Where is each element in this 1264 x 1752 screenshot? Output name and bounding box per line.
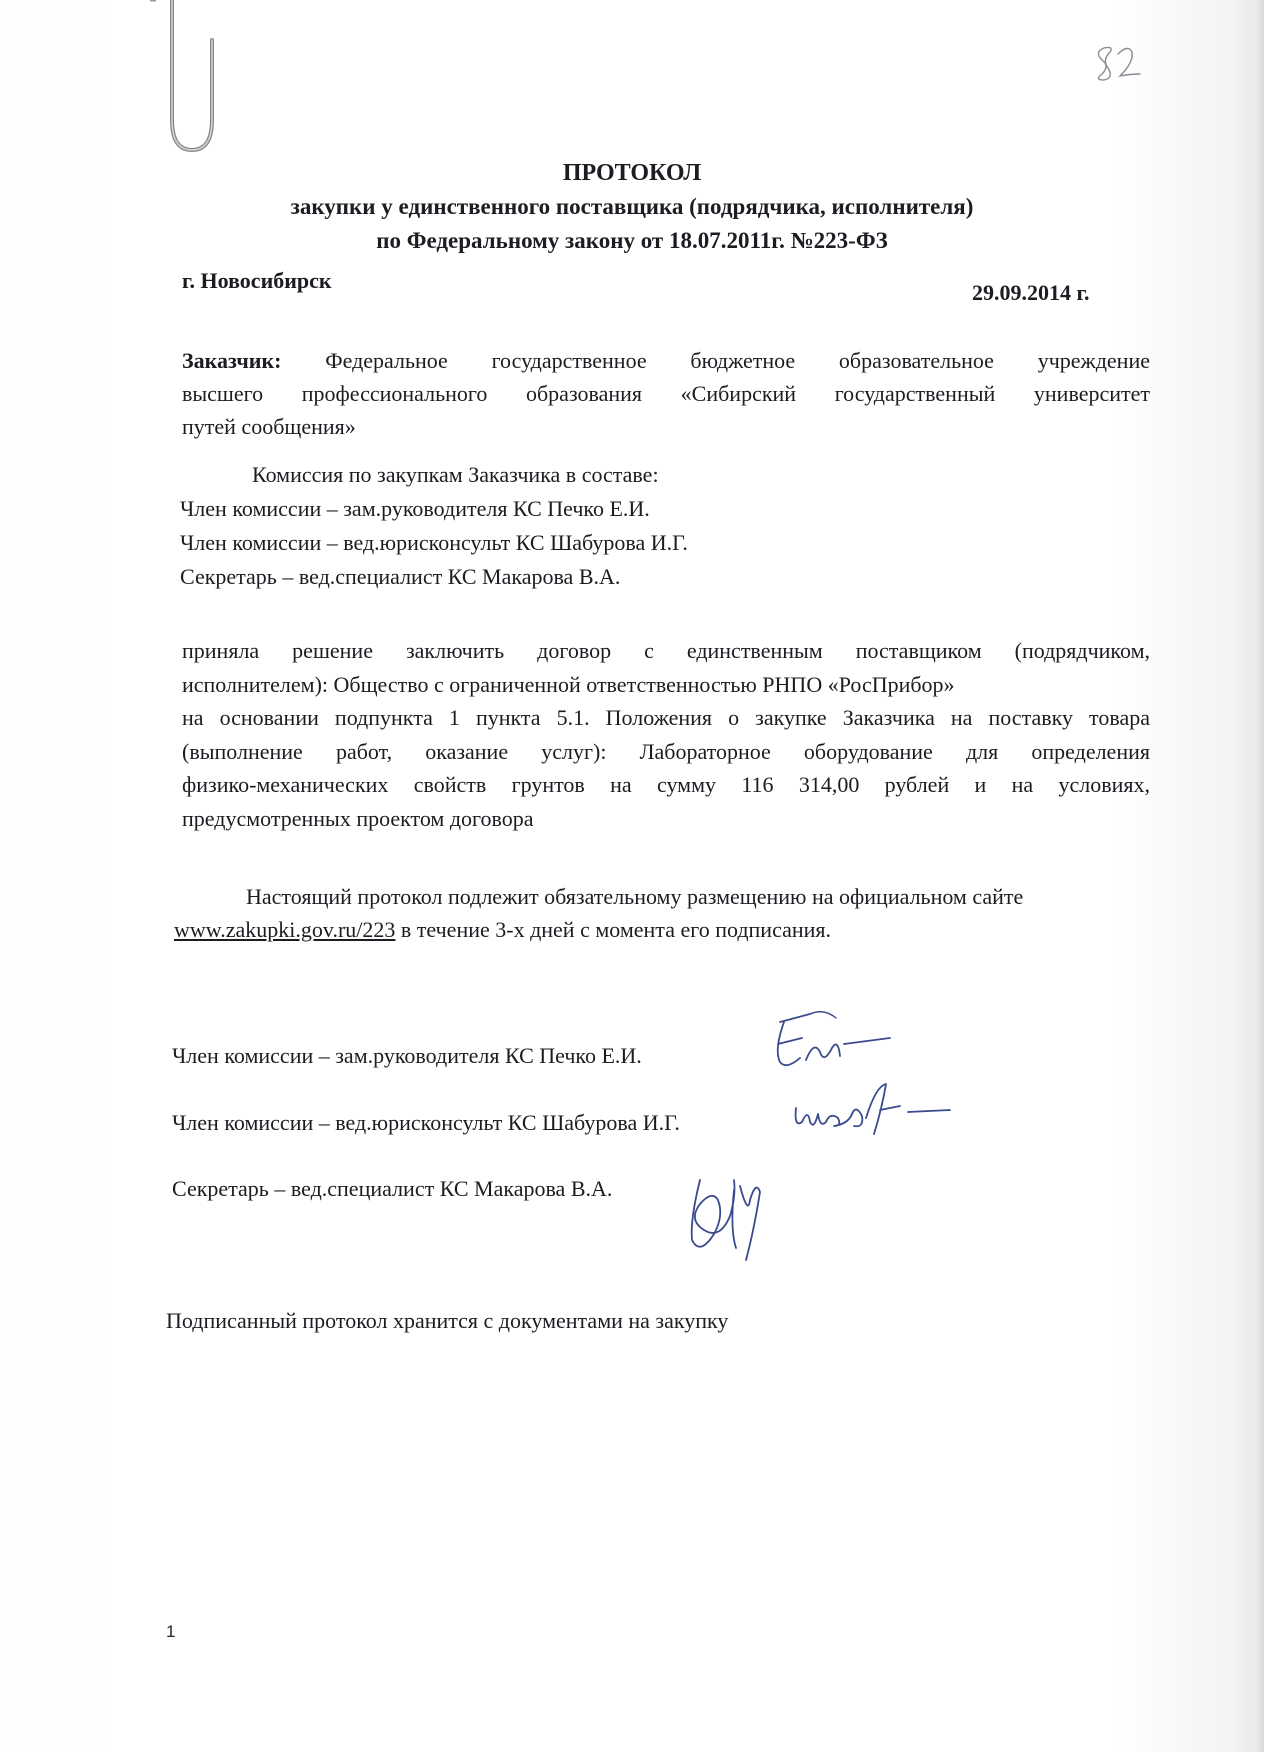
publication-line-2	[174, 913, 1146, 946]
handwritten-sheet-number	[1090, 38, 1150, 88]
city: г. Новосибирск	[182, 268, 332, 293]
commission-member-1: Член комиссии – зам.руководителя КС Печко Е.И.	[180, 496, 650, 521]
signature-makarova	[670, 1160, 800, 1270]
decision-line-2: исполнителем): Общество с ограниченной ответственностью РНПО «РосПрибор»	[182, 671, 955, 697]
publication-line-1: Настоящий протокол подлежит обязательному размещению на официальном сайте	[246, 884, 1024, 909]
customer-paragraph	[182, 344, 1150, 443]
commission-secretary: Секретарь – вед.специалист КС Макарова В.А.	[180, 564, 621, 589]
customer-line-1	[182, 344, 1150, 377]
signature-row-3: Секретарь – вед.специалист КС Макарова В.А.	[172, 1176, 613, 1201]
customer-line-1-text: Федеральное государственное бюджетное образовательное учреждение	[325, 348, 1150, 373]
signature-pechko	[740, 1000, 920, 1090]
decision-paragraph	[182, 634, 1150, 835]
paperclip-icon	[150, 0, 240, 160]
document-subtitle-2: по Федеральному закону от 18.07.2011г. №223-ФЗ	[376, 228, 888, 253]
customer-line-3: путей сообщения»	[182, 414, 356, 439]
commission-intro: Комиссия по закупкам Заказчика в составе:	[252, 462, 659, 487]
customer-label: Заказчик:	[182, 348, 282, 373]
decision-line-6: предусмотренных проектом договора	[182, 805, 534, 831]
zakupki-link[interactable]: www.zakupki.gov.ru/223	[174, 917, 396, 942]
decision-line-4: (выполнение работ, оказание услуг): Лабораторное оборудование для определения	[182, 738, 1150, 764]
decision-line-1: приняла решение заключить договор с единственным поставщиком (подрядчиком,	[182, 638, 1150, 663]
document-subtitle-1: закупки у единственного поставщика (подрядчика, исполнителя)	[290, 194, 974, 219]
document-date: 29.09.2014 г.	[972, 280, 1090, 305]
storage-note: Подписанный протокол хранится с документами на закупку	[166, 1308, 729, 1333]
signature-row-1: Член комиссии – зам.руководителя КС Печко Е.И.	[172, 1043, 642, 1068]
page-edge-shadow	[1254, 0, 1264, 1752]
publication-paragraph	[174, 880, 1146, 946]
signature-row-2: Член комиссии – вед.юрисконсульт КС Шабурова И.Г.	[172, 1110, 680, 1135]
customer-line-2: высшего профессионального образования «Сибирский государственный университет	[182, 381, 1150, 406]
commission-member-2: Член комиссии – вед.юрисконсульт КС Шабурова И.Г.	[180, 530, 688, 555]
signature-shaburova	[790, 1078, 960, 1148]
publication-line-2-text: в течение 3-х дней с момента его подписания.	[395, 917, 832, 942]
document-title: ПРОТОКОЛ	[562, 160, 702, 186]
decision-line-3: на основании подпункта 1 пункта 5.1. Положения о закупке Заказчика на поставку товара	[182, 705, 1150, 730]
decision-line-5: физико-механических свойств грунтов на сумму 116 314,00 рублей и на условиях,	[182, 772, 1150, 797]
page-number: 1	[166, 1622, 176, 1641]
